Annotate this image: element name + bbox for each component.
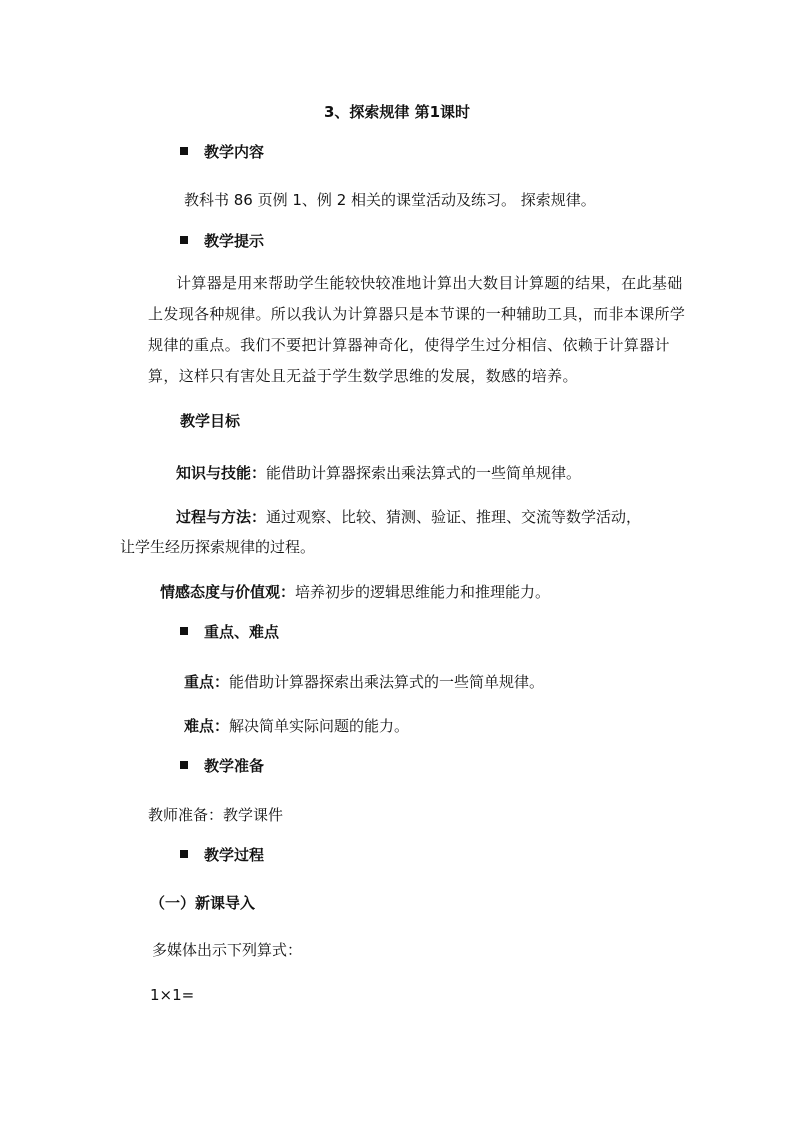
square-bullet-icon — [180, 627, 188, 635]
square-bullet-icon — [180, 236, 188, 244]
goal-process: 过程与方法：通过观察、比较、猜测、验证、推理、交流等数学活动， — [176, 508, 642, 526]
square-bullet-icon — [180, 850, 188, 858]
formula-line: 1×1= — [150, 986, 195, 1004]
prep-text: 教师准备：教学课件 — [148, 806, 284, 824]
process-text: 多媒体出示下列算式： — [152, 941, 303, 959]
square-bullet-icon — [180, 147, 188, 155]
difficulty-point: 难点：解决简单实际问题的能力。 — [184, 717, 410, 735]
goal-emotion: 情感态度与价值观：培养初步的逻辑思维能力和推理能力。 — [160, 583, 551, 601]
content-text: 教科书 86 页例 1、例 2 相关的课堂活动及练习。 探索规律。 — [184, 191, 596, 209]
section-heading-hint: 教学提示 — [180, 231, 264, 251]
section-heading-goal: 教学目标 — [180, 412, 241, 430]
goal-knowledge: 知识与技能：能借助计算器探索出乘法算式的一些简单规律。 — [176, 464, 582, 482]
square-bullet-icon — [180, 761, 188, 769]
key-point: 重点：能借助计算器探索出乘法算式的一些简单规律。 — [184, 673, 545, 691]
section-heading-content: 教学内容 — [180, 142, 264, 162]
goal-process-continued: 让学生经历探索规律的过程。 — [120, 538, 316, 556]
hint-paragraph: 计算器是用来帮助学生能较快较准地计算出大数目计算题的结果，在此基础上发现各种规律。所以我认为计算器只是本节课的一种辅助工具，而非本课所学规律的重点。我们不要把计算器神奇化，使得学生过分相信、依赖于计算器计算，这样只有害处且无益于学生数学思维的发展，数感的培养。 — [148, 274, 686, 385]
section-heading-key: 重点、难点 — [180, 622, 279, 642]
section-heading-prep: 教学准备 — [180, 756, 264, 776]
process-sub-heading: （一）新课导入 — [150, 894, 256, 912]
document-title: 3、探索规律 第1课时 — [323, 103, 471, 121]
section-heading-process: 教学过程 — [180, 845, 264, 865]
